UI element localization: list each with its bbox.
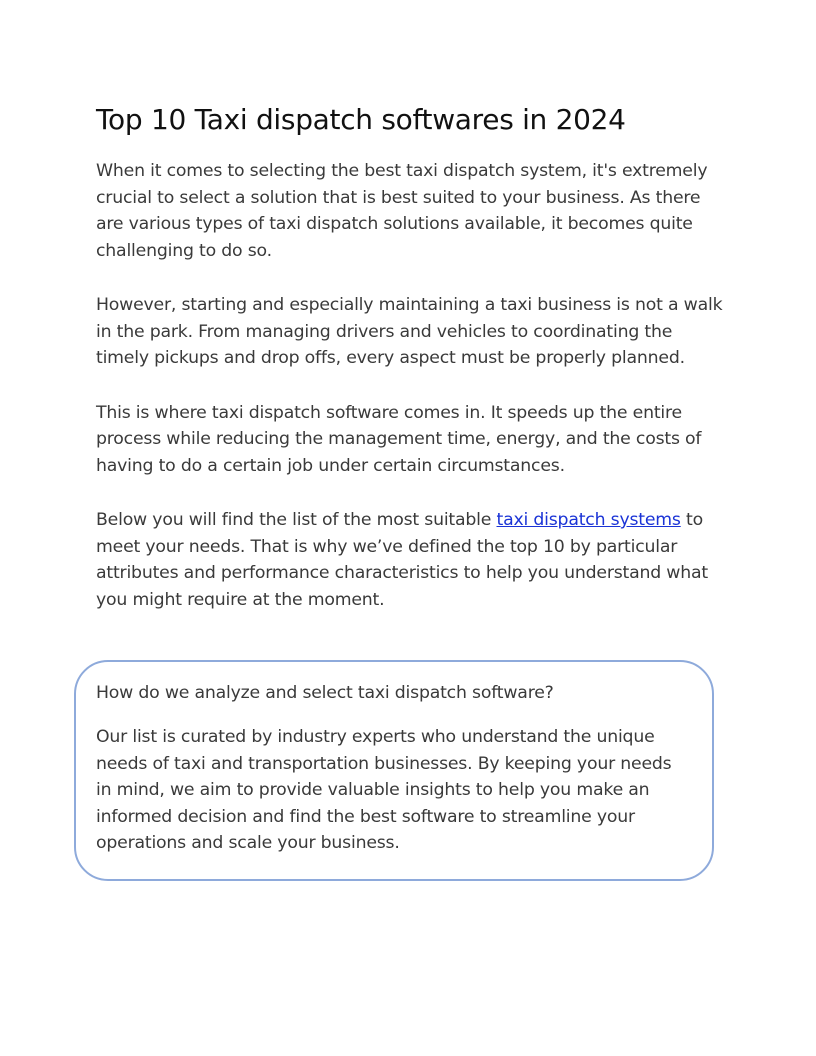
- callout-title: How do we analyze and select taxi dispatch software?: [96, 683, 554, 703]
- intro-paragraph: When it comes to selecting the best taxi dispatch system, it's extremely crucial to select a solution that is best suited to your business. As there are various types of taxi dispatch solutions available, it becomes quite challenging to do so.: [96, 161, 708, 261]
- callout-body: Our list is curated by industry experts who understand the unique needs of taxi and transportation businesses. By keeping your needs in mind, we aim to provide valuable insights to help you make an informed decision and find the best software to streamline your operations and scale your business.: [96, 727, 672, 853]
- list-intro-text-start: Below you will find the list of the most suitable: [96, 510, 497, 530]
- list-intro-text-end: to meet your needs. That is why we’ve defined the top 10 by particular attributes and performance characteristics to help you understand what you might require at the moment.: [96, 510, 708, 610]
- page-title: Top 10 Taxi dispatch softwares in 2024: [96, 103, 626, 136]
- document-page: [96, 100, 726, 641]
- analysis-callout-box: [74, 660, 714, 881]
- taxi-dispatch-systems-link[interactable]: taxi dispatch systems: [496, 510, 681, 530]
- list-intro-paragraph: [96, 507, 726, 613]
- software-benefit-paragraph: This is where taxi dispatch software comes in. It speeds up the entire process while reducing the management time, energy, and the costs of having to do a certain job under certain circumstances.: [96, 402, 702, 476]
- business-challenge-paragraph: However, starting and especially maintaining a taxi business is not a walk in the park. From managing drivers and vehicles to coordinating the timely pickups and drop offs, every aspect must be properly planned.: [96, 295, 723, 368]
